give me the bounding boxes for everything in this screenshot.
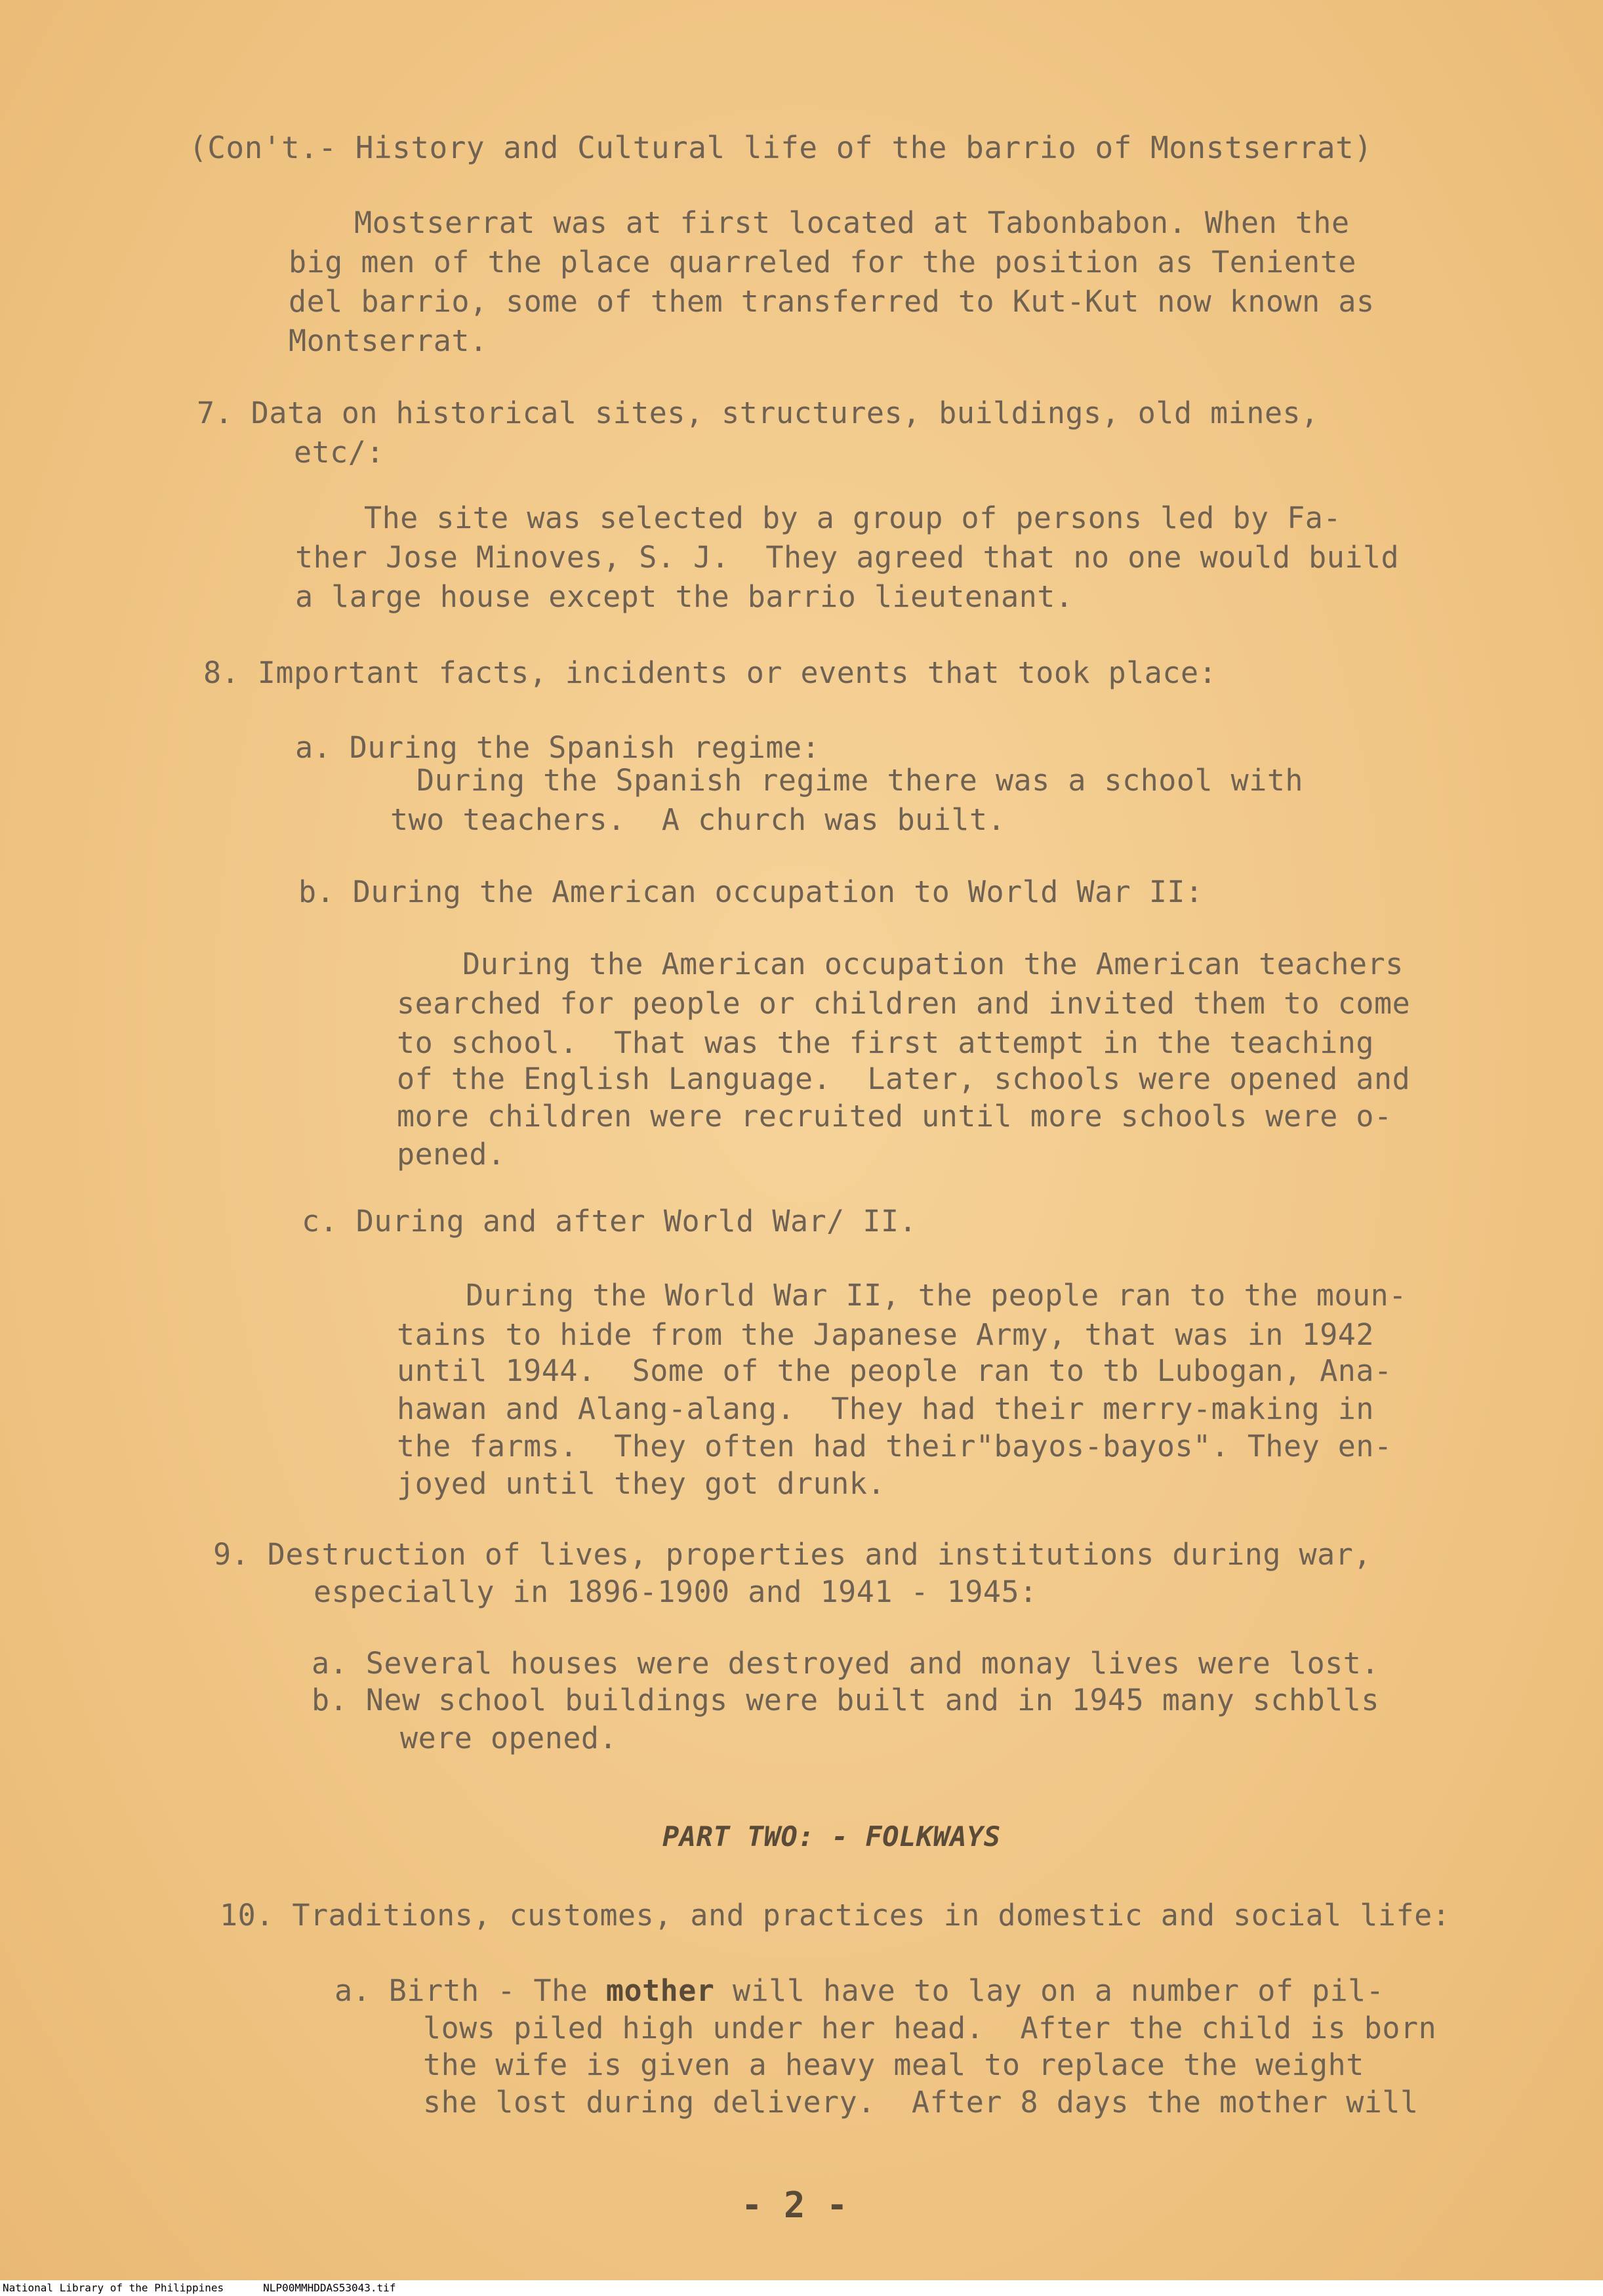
- item8-c-body-line: until 1944. Some of the people ran to tb Lubogan, Ana-: [397, 1353, 1392, 1388]
- item8-b-body-line: to school. That was the first attempt in the teaching: [397, 1025, 1374, 1060]
- page-number: - 2 -: [741, 2184, 848, 2226]
- item8-c-body-line: joyed until they got drunk.: [397, 1466, 885, 1501]
- page-header: (Con't.- History and Cultural life of the barrio of Monstserrat): [189, 130, 1373, 165]
- item8-a-heading: a. During the Spanish regime:: [295, 730, 821, 765]
- footer-library: National Library of the Philippines: [3, 2282, 224, 2294]
- item10-a-body-line: lows piled high under her head. After the child is born: [423, 2011, 1437, 2045]
- part-two-heading: PART TWO: - FOLKWAYS: [662, 1820, 1001, 1853]
- item10-a-suffix: will have to lay on a number of pil-: [714, 1973, 1385, 2008]
- footer-file-code: NLP00MMHDDAS53043.tif: [263, 2282, 396, 2294]
- item9-body-line: were opened.: [400, 1721, 618, 1755]
- item10-heading: 10. Traditions, customes, and practices in domestic and social life:: [220, 1898, 1451, 1933]
- item8-b-body-line: searched for people or children and invited them to come: [397, 986, 1411, 1021]
- item7-heading: etc/:: [294, 435, 384, 470]
- item8-a-body-line: two teachers. A church was built.: [390, 802, 1006, 837]
- item10-a-body-line: the wife is given a heavy meal to replace the weight: [423, 2047, 1364, 2082]
- item10-a-body-line: she lost during delivery. After 8 days the mother will: [423, 2085, 1419, 2120]
- item9-body-line: a. Several houses were destroyed and monay lives were lost.: [312, 1646, 1379, 1681]
- item8-b-heading: b. During the American occupation to World War II:: [298, 874, 1204, 909]
- item7-body-line: ther Jose Minoves, S. J. They agreed that no one would build: [295, 540, 1400, 575]
- item9-body-line: b. New school buildings were built and in 1945 many schblls: [312, 1683, 1379, 1717]
- item9-heading: 9. Destruction of lives, properties and institutions during war,: [213, 1537, 1371, 1572]
- intro-line: Mostserrat was at first located at Tabonbabon. When the: [354, 205, 1350, 240]
- item10-a-bold-word: mother: [605, 1973, 715, 2008]
- item8-b-body-line: more children were recruited until more schools were o-: [397, 1099, 1392, 1134]
- intro-line: big men of the place quarreled for the position as Teniente: [289, 245, 1356, 279]
- intro-line: del barrio, some of them transferred to Kut-Kut now known as: [289, 284, 1375, 319]
- item10-a-first-line: [335, 1971, 1384, 2011]
- item9-heading: especially in 1896-1900 and 1941 - 1945:: [314, 1574, 1038, 1609]
- item8-a-body-line: During the Spanish regime there was a school with: [416, 763, 1304, 798]
- item8-b-body-line: of the English Language. Later, schools were opened and: [397, 1061, 1411, 1096]
- scan-footer: [0, 2280, 1603, 2296]
- intro-line: Montserrat.: [289, 323, 488, 358]
- item8-heading: 8. Important facts, incidents or events that took place:: [203, 655, 1217, 690]
- item8-b-body-line: pened.: [397, 1137, 506, 1172]
- item7-heading: 7. Data on historical sites, structures, buildings, old mines,: [197, 396, 1319, 430]
- item8-c-body-line: During the World War II, the people ran to the moun-: [466, 1278, 1407, 1313]
- item8-c-body-line: tains to hide from the Japanese Army, that was in 1942: [397, 1317, 1374, 1352]
- item8-c-body-line: the farms. They often had their"bayos-bayos". They en-: [397, 1429, 1392, 1464]
- item10-a-prefix: a. Birth - The: [335, 1973, 606, 2008]
- item7-body-line: The site was selected by a group of persons led by Fa-: [364, 501, 1341, 535]
- item7-body-line: a large house except the barrio lieutenant.: [295, 579, 1074, 614]
- item8-b-body-line: During the American occupation the American teachers: [462, 947, 1404, 981]
- item8-c-heading: c. During and after World War/ II.: [302, 1204, 918, 1239]
- item8-c-body-line: hawan and Alang-alang. They had their merry-making in: [397, 1391, 1374, 1426]
